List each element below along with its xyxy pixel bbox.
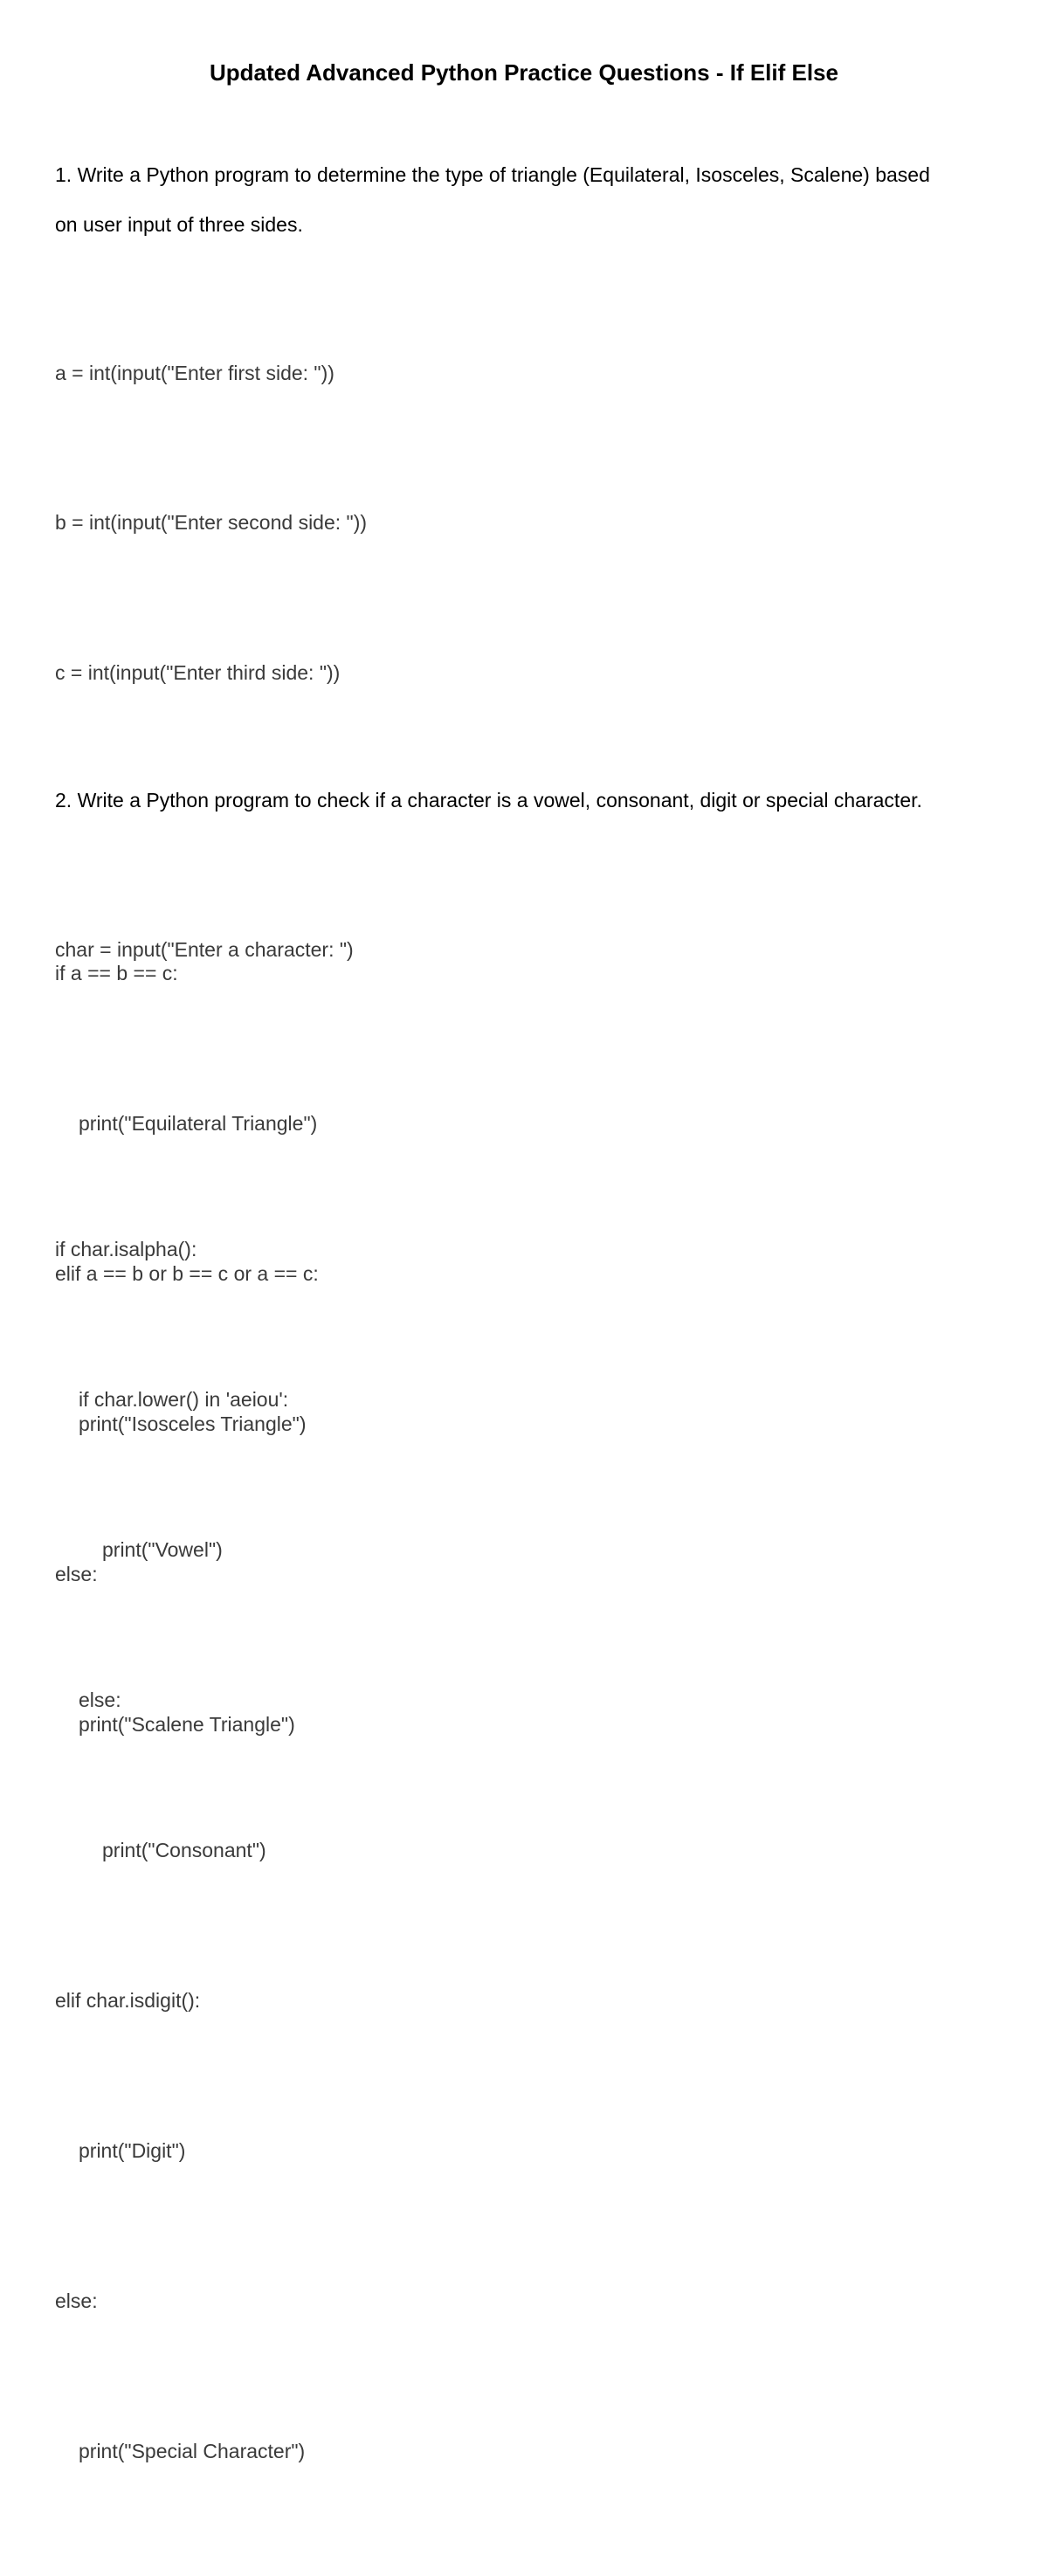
question-2-line-1: 2. Write a Python program to check if a character is a vowel, consonant, digit or special character.	[55, 789, 922, 811]
code-line: print("Consonant")	[102, 1838, 266, 1861]
page-title: Updated Advanced Python Practice Questions - If Elif Else	[210, 59, 838, 86]
question-1-line-2: on user input of three sides.	[55, 213, 303, 236]
code-line: if char.isalpha():	[55, 1238, 197, 1261]
code-blank-line	[55, 1074, 354, 1124]
code-line: print("Special Character")	[79, 2439, 306, 2462]
code-line: if a == b == c:	[55, 962, 178, 985]
code-line: c = int(input("Enter third side: "))	[55, 661, 341, 685]
code-line: char = input("Enter a character: ")	[55, 937, 354, 961]
code-line: if char.lower() in 'aeiou':	[79, 1388, 289, 1412]
code-line: print("Vowel")	[102, 1538, 223, 1562]
code-line: else:	[79, 1689, 121, 1712]
code-line: else:	[55, 2289, 98, 2312]
question-1-text	[55, 150, 930, 250]
question-2-code-block	[55, 825, 354, 2576]
code-line: print("Equilateral Triangle")	[79, 1112, 318, 1136]
question-1-line-1: 1. Write a Python program to determine the type of triangle (Equilateral, Isosceles, Scalene) based	[55, 163, 930, 186]
code-line: print("Isosceles Triangle")	[79, 1412, 307, 1435]
code-line: elif a == b or b == c or a == c:	[55, 1261, 319, 1285]
code-line: elif char.isdigit():	[55, 1988, 201, 2012]
question-2-text	[55, 776, 922, 825]
code-line: print("Scalene Triangle")	[79, 1712, 295, 1736]
code-line: b = int(input("Enter second side: "))	[55, 511, 368, 535]
code-line: print("Digit")	[79, 2138, 186, 2162]
code-line: a = int(input("Enter first side: "))	[55, 361, 334, 384]
code-line: else:	[55, 1562, 98, 1585]
